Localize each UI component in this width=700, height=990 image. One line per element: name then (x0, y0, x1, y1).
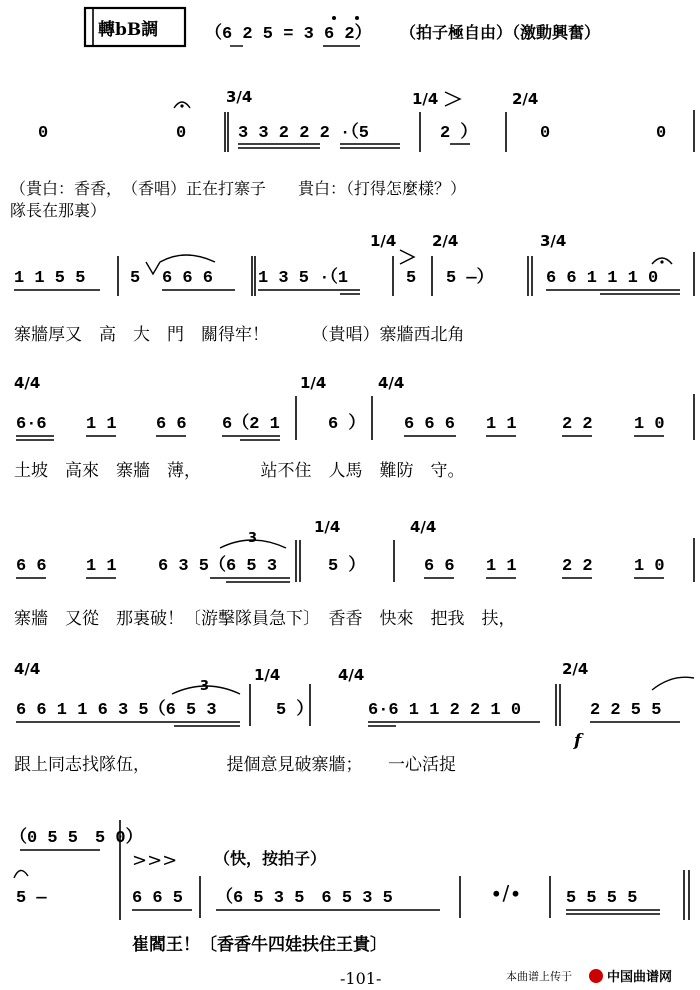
lyric-r5-line1: 跟上同志找隊伍， 提個意見破寨牆； 一心活捉 (14, 755, 456, 775)
note-r2-4: 1 3 5 ·（1 (258, 269, 349, 288)
lyric-r1-line1: （貴白：香香， （香唱）正在打寨子 貴白：（打得怎麼樣？） (10, 179, 467, 198)
note-r5-3: 6·6 1 1 2 2 1 0 (368, 701, 522, 720)
tempo-notes: （6 2 5 = 3 6 2） (205, 25, 372, 44)
lyric-r4-line1: 寨牆 又從 那裏破！〔游擊隊員急下〕 香香 快來 把我 扶， (14, 609, 516, 629)
note-r3-7: 1 1 (486, 415, 517, 434)
note-r3-3: 6 6 (156, 415, 187, 434)
note-r5-2: 5 ） (276, 701, 314, 720)
meter-r1-3: 2/4 (512, 90, 539, 108)
note-r3-6: 6 6 6 (404, 415, 456, 434)
row-2 (14, 232, 694, 345)
meter-r1-2: 1/4 (412, 90, 439, 108)
tempo-change-r6: （快，按拍子） (214, 849, 327, 868)
watermark-logo-icon (589, 969, 603, 983)
lyric-r6-line1: 崔閻王！〔香香牛四娃扶住王貴〕 (132, 935, 387, 955)
meter-r5-4: 2/4 (562, 660, 589, 678)
accent-mark-r1 (445, 92, 460, 106)
row-1 (10, 88, 694, 220)
note-r2-3: 6 6 6 (162, 269, 214, 288)
note-r6-4: （6 5 3 5 6 5 3 5 (216, 889, 393, 908)
meter-r5-3: 4/4 (338, 666, 365, 684)
watermark (506, 969, 672, 985)
note-r2-7: 6 6 1 1 1 0 (546, 269, 659, 288)
note-r2-5: 5 (406, 269, 417, 288)
meter-r3-3: 4/4 (378, 374, 405, 392)
row-6 (10, 820, 689, 955)
meter-r2-1: 1/4 (370, 232, 397, 250)
page-number: -101- (340, 969, 382, 988)
breath-mark-r2 (146, 262, 160, 274)
meter-r1-1: 3/4 (226, 88, 253, 106)
row-4 (14, 518, 694, 629)
slur-r5 (652, 677, 694, 690)
fermata-r6 (14, 870, 28, 878)
note-r1-5: 0 (540, 124, 551, 143)
triplet-r5: 3 (200, 679, 210, 694)
note-r6-5: 5 5 5 5 (566, 889, 638, 908)
tempo-marks: （拍子極自由）（激動興奮） (400, 23, 601, 42)
meter-r5-1: 4/4 (14, 660, 41, 678)
key-signature: 轉bB調 (98, 20, 159, 40)
row-3 (14, 374, 694, 481)
note-r6-2: 5 — (16, 889, 47, 908)
meter-r3-1: 4/4 (14, 374, 41, 392)
row-5 (14, 660, 694, 775)
note-r3-5: 6 ） (328, 415, 366, 434)
note-r1-6: 0 (656, 124, 667, 143)
note-r3-9: 1 0 (634, 415, 665, 434)
repeat-sign: ∙/∙ (490, 881, 522, 905)
meter-r2-2: 2/4 (432, 232, 459, 250)
meter-r4-1: 1/4 (314, 518, 341, 536)
note-r3-1: 6·6 (16, 415, 47, 434)
note-r1-1: 0 (38, 124, 49, 143)
note-r3-4: 6（2 1 (222, 415, 280, 434)
watermark-caption: 本曲谱上传于 (506, 970, 572, 983)
watermark-brand: 中国曲谱网 (607, 970, 673, 985)
accent-mark-r2 (400, 250, 414, 264)
note-r4-1: 6 6 (16, 557, 47, 576)
lyric-r2-line1: 寨牆厚又 高 大 門 關得牢！ （貴唱）寨牆西北角 (14, 325, 465, 345)
tie-r2 (160, 255, 215, 262)
lyric-r1-line2: 隊長在那裏） (10, 201, 107, 220)
meter-r3-2: 1/4 (300, 374, 327, 392)
triplet-r4: 3 (248, 531, 258, 546)
meter-r2-3: 3/4 (540, 232, 567, 250)
meter-r4-2: 4/4 (410, 518, 437, 536)
note-r4-4: 5 ） (328, 557, 366, 576)
note-r5-4: 2 2 5 5 (590, 701, 662, 720)
note-r4-6: 1 1 (486, 557, 517, 576)
note-r4-5: 6 6 (424, 557, 455, 576)
note-r1-4: 2 ） (440, 124, 478, 143)
note-r4-2: 1 1 (86, 557, 117, 576)
note-r2-1: 1 1 5 5 (14, 269, 86, 288)
accents-r6: >>> (132, 850, 178, 871)
lyric-r3-line1: 土坡 高來 寨牆 薄， 站不住 人馬 難防 守。 (14, 461, 465, 481)
note-r3-8: 2 2 (562, 415, 593, 434)
note-r2-2: 5 (130, 269, 141, 288)
note-r4-3: 6 3 5（6 5 3 (158, 557, 278, 576)
note-r1-2: 0 (176, 124, 187, 143)
note-r4-8: 1 0 (634, 557, 665, 576)
note-r1-3: 3 3 2 2 2 ·（5 (238, 124, 369, 143)
note-r6-3: 6 6 5 (132, 889, 184, 908)
dynamic-forte: f (574, 731, 582, 751)
note-r5-1: 6 6 1 1 6 3 5（6 5 3 (16, 701, 217, 720)
note-r2-6: 5 —） (446, 269, 494, 288)
meter-r5-2: 1/4 (254, 666, 281, 684)
note-r6-1: （0 5 5 5 0） (10, 829, 143, 848)
note-r4-7: 2 2 (562, 557, 593, 576)
note-r3-2: 1 1 (86, 415, 117, 434)
